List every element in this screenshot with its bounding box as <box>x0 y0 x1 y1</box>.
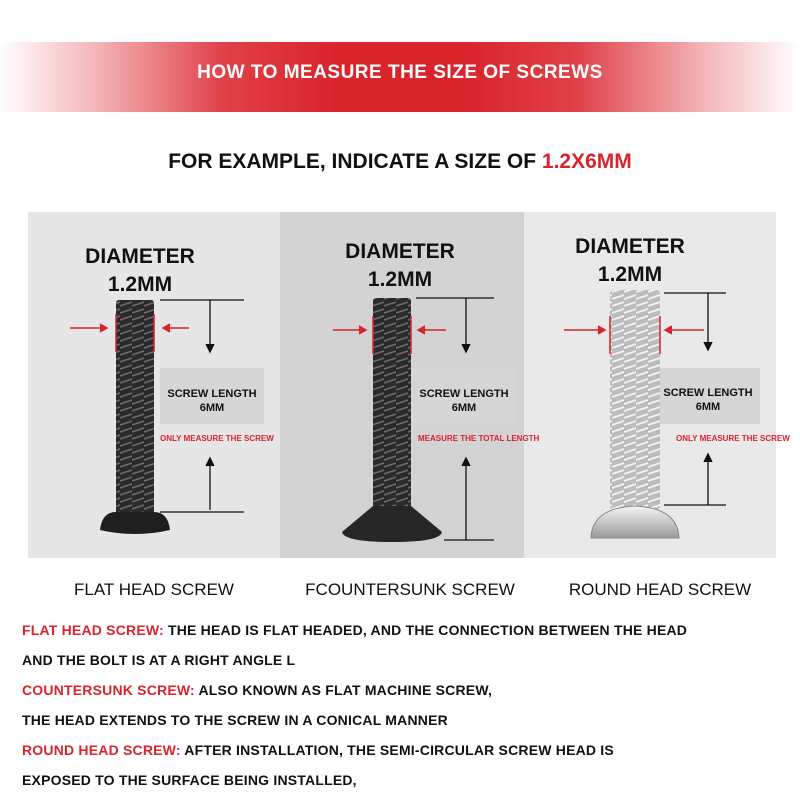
example-size-prefix: FOR EXAMPLE, INDICATE A SIZE OF <box>168 150 542 173</box>
description-text-5: AFTER INSTALLATION, THE SEMI-CIRCULAR SCREW HEAD IS <box>180 742 614 758</box>
measure-note-3: ONLY MEASURE THE SCREW <box>676 434 790 443</box>
length-label-3 <box>656 386 760 414</box>
description-line-5 <box>22 742 614 758</box>
description-text-2: AND THE BOLT IS AT A RIGHT ANGLE L <box>22 652 296 668</box>
diameter-label-1 <box>60 243 220 299</box>
description-term-1: FLAT HEAD SCREW: <box>22 622 164 638</box>
description-line-6 <box>22 772 357 788</box>
length-label-2 <box>412 387 516 415</box>
diameter-text-3: DIAMETER <box>575 235 685 258</box>
description-line-3 <box>22 682 492 698</box>
description-term-5: ROUND HEAD SCREW: <box>22 742 181 758</box>
length-value-2: 6MM <box>451 402 477 414</box>
diameter-value-1: 1.2MM <box>107 273 173 296</box>
length-value-3: 6MM <box>695 401 721 413</box>
caption-round-head: ROUND HEAD SCREW <box>568 580 752 599</box>
page-title: HOW TO MEASURE THE SIZE OF SCREWS <box>197 62 603 83</box>
diameter-label-2 <box>320 238 480 294</box>
description-text-1: THE HEAD IS FLAT HEADED, AND THE CONNECTION BETWEEN THE HEAD <box>163 622 688 638</box>
diameter-text-1: DIAMETER <box>85 245 195 268</box>
measure-note-1: ONLY MEASURE THE SCREW <box>160 434 274 443</box>
length-text-1: SCREW LENGTH <box>167 388 257 400</box>
description-text-4: THE HEAD EXTENDS TO THE SCREW IN A CONICAL MANNER <box>22 712 448 728</box>
diameter-value-2: 1.2MM <box>367 268 433 291</box>
description-line-1 <box>22 622 687 638</box>
diameter-text-2: DIAMETER <box>345 240 455 263</box>
diameter-value-3: 1.2MM <box>597 263 663 286</box>
caption-flat-head: FLAT HEAD SCREW <box>74 580 234 599</box>
length-label-1 <box>160 387 264 415</box>
length-value-1: 6MM <box>199 402 225 414</box>
length-text-2: SCREW LENGTH <box>419 388 509 400</box>
example-size-heading <box>0 150 800 174</box>
length-text-3: SCREW LENGTH <box>663 387 753 399</box>
example-size-value: 1.2X6MM <box>541 150 632 173</box>
description-term-3: COUNTERSUNK SCREW: <box>22 682 195 698</box>
description-line-4 <box>22 712 448 728</box>
description-line-2 <box>22 652 295 668</box>
description-text-3: ALSO KNOWN AS FLAT MACHINE SCREW, <box>194 682 493 698</box>
measure-note-2: MEASURE THE TOTAL LENGTH <box>418 434 540 443</box>
caption-countersunk: FCOUNTERSUNK SCREW <box>305 580 515 599</box>
description-text-6: EXPOSED TO THE SURFACE BEING INSTALLED, <box>22 772 357 788</box>
diameter-label-3 <box>550 233 710 289</box>
